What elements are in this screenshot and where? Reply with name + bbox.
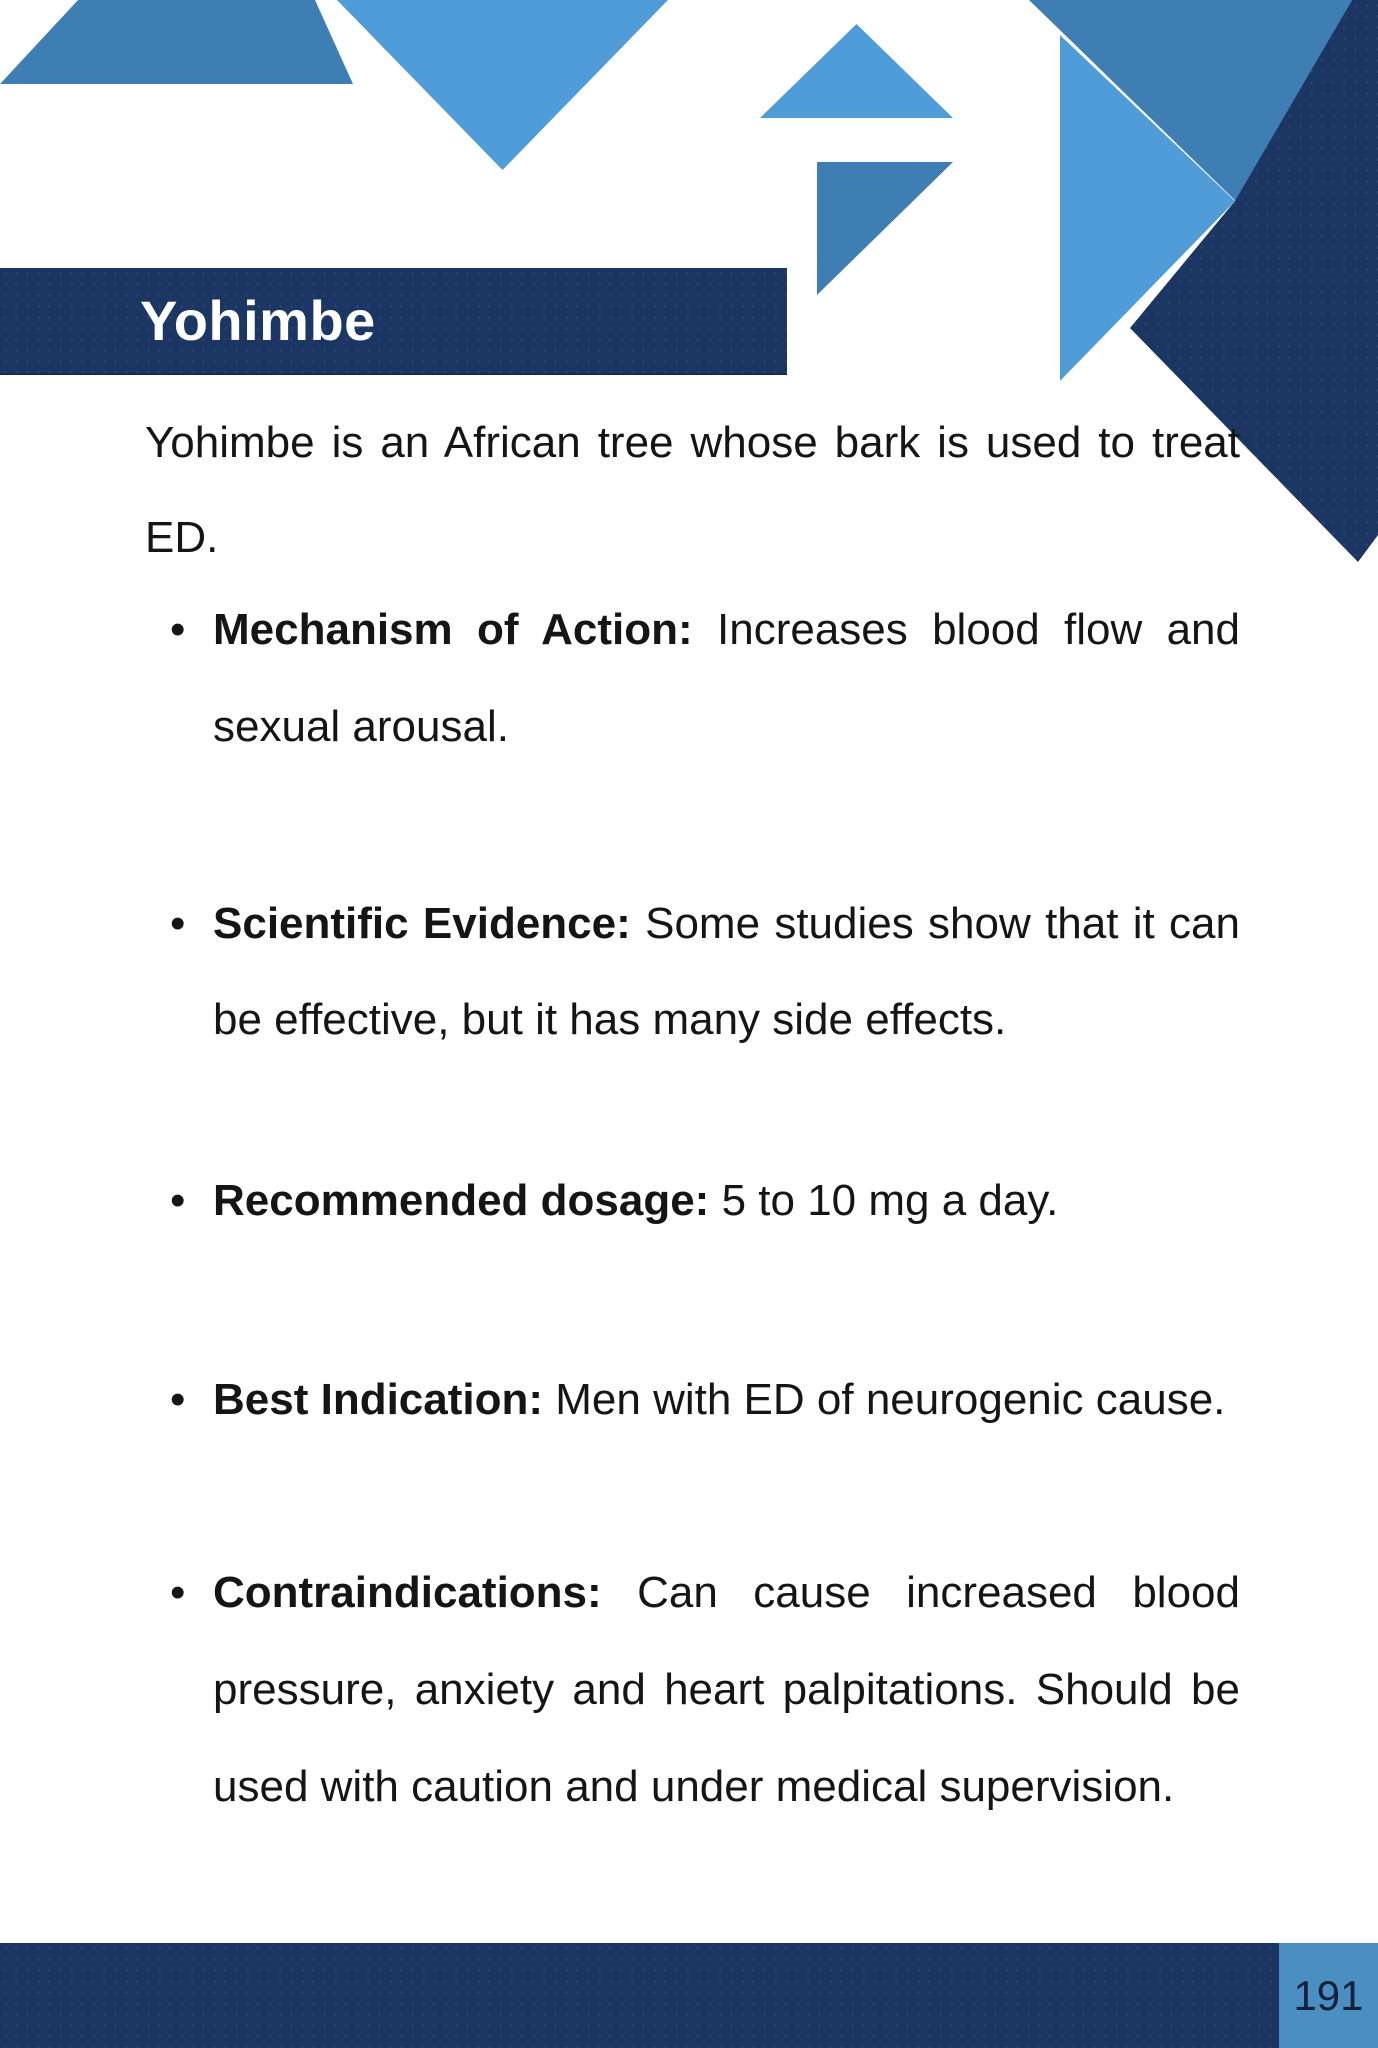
title-bar	[0, 268, 787, 375]
intro-line-1: Yohimbe is an African tree whose bark is used to treat	[145, 419, 1240, 467]
bullet-indication-line: Best Indication: Men with ED of neurogenic cause.	[213, 1375, 1226, 1424]
decor-trapezoid-top-left	[0, 0, 353, 84]
bullet-contraindications-line-2: pressure, anxiety and heart palpitations. Should be	[213, 1666, 1240, 1714]
decor-triangle-up-small	[760, 24, 953, 118]
bullet-dosage-line: Recommended dosage: 5 to 10 mg a day.	[213, 1176, 1059, 1225]
bullet-evidence-line-2: be effective, but it has many side effects.	[213, 995, 1007, 1044]
bullet-mechanism-line-1: Mechanism of Action: Increases blood flow and	[213, 606, 1240, 654]
decor-triangle-down-large	[337, 0, 668, 170]
bullet-dot: •	[170, 605, 186, 654]
bullet-contraindications-line-1: Contraindications: Can cause increased blood	[213, 1569, 1240, 1617]
page-number-block	[1279, 1943, 1378, 2048]
bullet-mechanism-line-2: sexual arousal.	[213, 702, 509, 751]
page-title: Yohimbe	[140, 289, 376, 352]
intro-line-2: ED.	[145, 513, 219, 562]
bullet-dot: •	[170, 1568, 186, 1617]
bullet-dot: •	[170, 1176, 186, 1225]
bullet-evidence-line-1: Scientific Evidence: Some studies show that it can	[213, 900, 1240, 948]
footer-bar	[0, 1943, 1378, 2048]
bullet-contraindications-line-3: used with caution and under medical supervision.	[213, 1762, 1175, 1811]
bullet-dot: •	[170, 899, 186, 948]
decor-triangle-right-angle	[817, 162, 953, 295]
page-number: 191	[1293, 1971, 1364, 2019]
bullet-dot: •	[170, 1375, 186, 1424]
